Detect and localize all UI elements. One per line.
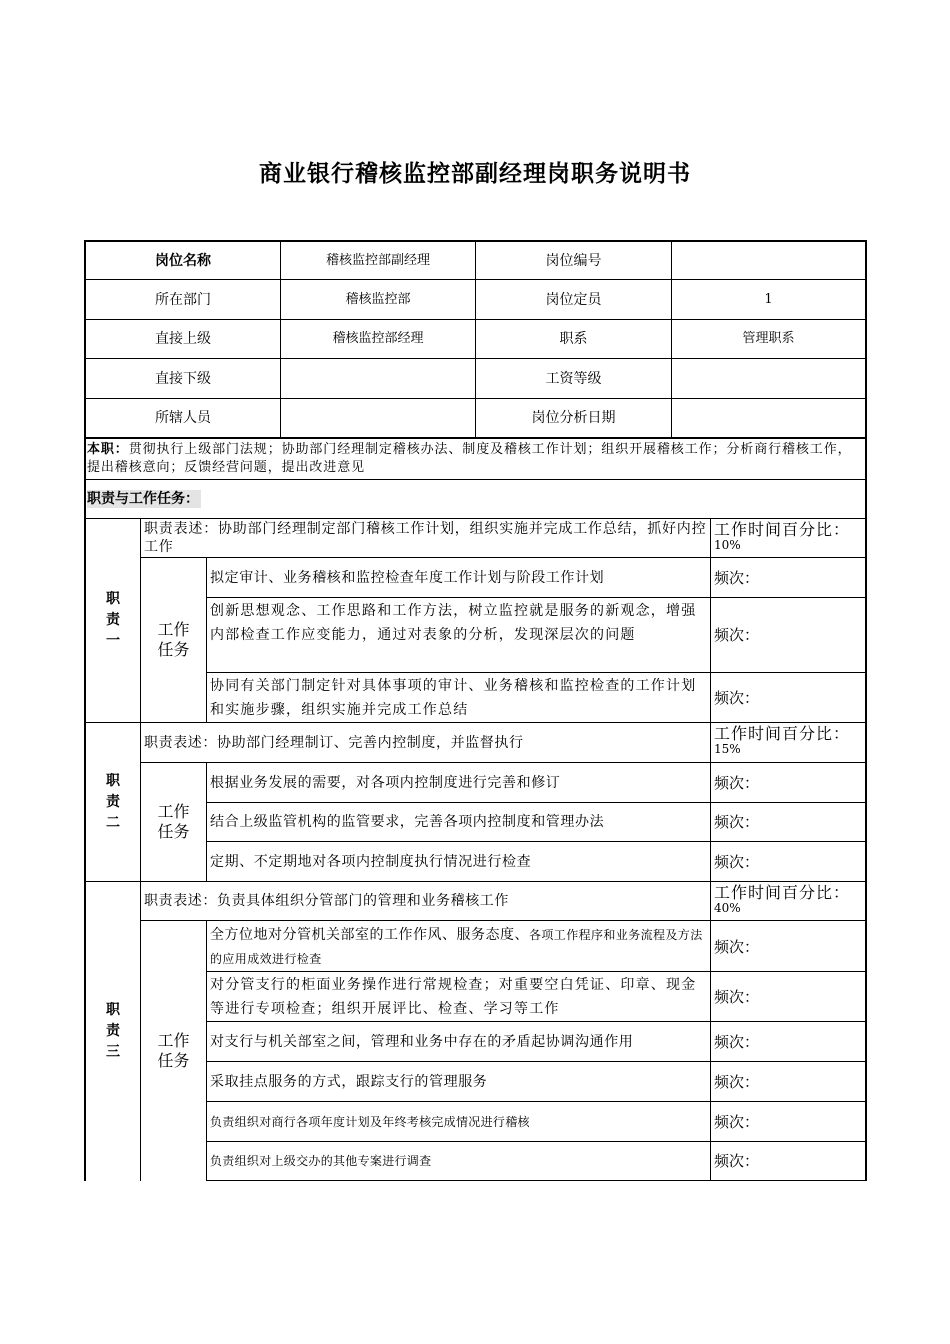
label-staff: 所辖人员 xyxy=(155,410,211,426)
task-text: 协同有关部门制定针对具体事项的审计、业务稽核和监控检查的工作计划和实施步骤，组织实施并完成工作总结 xyxy=(210,678,697,718)
time-percent-label: 工作时间百分比： xyxy=(714,724,851,743)
label-salary-grade: 工资等级 xyxy=(545,370,602,387)
time-percent-value: 10% xyxy=(714,538,741,552)
label-direct-superior: 直接上级 xyxy=(155,331,211,347)
duty-1-time-percent xyxy=(711,519,865,557)
duty-label-char: 责 xyxy=(106,1023,120,1039)
job-summary xyxy=(86,440,865,479)
label-headcount: 岗位定员 xyxy=(545,291,602,308)
task-text: 对分管支行的柜面业务操作进行常规检查；对重要空白凭证、印章、现金等进行专项检查；组织开展评比、检查、学习等工作 xyxy=(210,977,697,1017)
duty-3-label xyxy=(86,882,140,1181)
duty-label-char: 责 xyxy=(106,793,120,810)
task-frequency: 频次： xyxy=(714,937,760,956)
value-staff xyxy=(281,399,475,437)
duty-1-label xyxy=(86,519,140,722)
task-text: 定期、不定期地对各项内控制度执行情况进行检查 xyxy=(210,853,532,870)
label-position-name: 岗位名称 xyxy=(155,252,211,269)
duty-3-task-label xyxy=(141,921,206,1181)
task-frequency: 频次： xyxy=(714,852,760,871)
value-analysis-date xyxy=(672,399,865,437)
duty-2-description: 职责表述：协助部门经理制订、完善内控制度，并监督执行 xyxy=(144,734,524,751)
value-direct-superior: 稽核监控部经理 xyxy=(332,331,424,346)
task-frequency: 频次： xyxy=(714,1152,760,1170)
duty-label-char: 职 xyxy=(106,772,120,789)
task-text-part: 全方位地对分管机关部室的工作作风、服务态度、 xyxy=(210,927,529,943)
duty-label-char: 责 xyxy=(106,612,120,628)
time-percent-value: 15% xyxy=(714,742,741,756)
task-label-line: 任务 xyxy=(157,822,190,841)
task-text: 结合上级监管机构的监管要求，完善各项内控制度和管理办法 xyxy=(210,814,605,830)
border-right xyxy=(865,240,867,1181)
value-direct-subordinate xyxy=(281,359,475,398)
task-text: 拟定审计、业务稽核和监控检查年度工作计划与阶段工作计划 xyxy=(210,569,605,586)
duty-label-char: 一 xyxy=(106,633,120,649)
task-text: 负责组织对上级交办的其他专案进行调查 xyxy=(210,1154,432,1168)
duty-1-description: 职责表述：协助部门经理制定部门稽核工作计划，组织实施并完成工作总结，抓好内控工作 xyxy=(144,521,707,555)
value-position-name: 稽核监控部副经理 xyxy=(325,252,430,268)
time-percent-value: 40% xyxy=(714,901,741,915)
label-analysis-date: 岗位分析日期 xyxy=(531,410,616,426)
label-position-code: 岗位编号 xyxy=(545,252,602,269)
time-percent-label: 工作时间百分比： xyxy=(714,520,851,539)
rule xyxy=(140,920,867,921)
task-text: 采取挂点服务的方式，跟踪支行的管理服务 xyxy=(210,1073,488,1090)
duty-3-time-percent xyxy=(711,882,865,920)
task-text xyxy=(207,922,710,971)
duty-1-task-label xyxy=(141,558,206,722)
task-label-line: 工作 xyxy=(157,1031,190,1050)
job-description-table xyxy=(84,240,867,1181)
task-frequency: 频次： xyxy=(714,568,760,587)
section-title-text: 职责与工作任务： xyxy=(87,491,199,507)
task-label-line: 工作 xyxy=(157,802,190,821)
task-frequency: 频次： xyxy=(714,1032,760,1051)
duty-label-char: 二 xyxy=(106,814,120,831)
task-frequency: 频次： xyxy=(714,987,760,1006)
duty-3-description: 职责表述：负责具体组织分管部门的管理和业务稽核工作 xyxy=(144,893,509,909)
duty-2-task-label xyxy=(141,763,206,881)
task-label-line: 任务 xyxy=(157,640,190,659)
task-text: 负责组织对商行各项年度计划及年终考核完成情况进行稽核 xyxy=(210,1114,530,1129)
task-frequency: 频次： xyxy=(714,1072,760,1091)
section-title xyxy=(86,480,865,518)
value-headcount: 1 xyxy=(764,291,773,307)
task-text: 对支行与机关部室之间，管理和业务中存在的矛盾起协调沟通作用 xyxy=(210,1033,634,1050)
value-job-family: 管理职系 xyxy=(742,331,795,346)
task-label-line: 任务 xyxy=(157,1051,190,1070)
duty-label-char: 职 xyxy=(106,591,120,607)
duty-2-label xyxy=(86,723,140,881)
value-department: 稽核监控部 xyxy=(345,291,411,307)
job-summary-text: 贯彻执行上级部门法规；协助部门经理制定稽核办法、制度及稽核工作计划；组织开展稽核工作；分析商行稽核工作，提出稽核意向；反馈经营问题，提出改进意见 xyxy=(87,442,852,475)
job-summary-label: 本职： xyxy=(87,442,129,457)
task-frequency: 频次： xyxy=(714,773,760,792)
label-direct-subordinate: 直接下级 xyxy=(155,370,211,387)
task-frequency: 频次： xyxy=(714,1112,760,1131)
task-text: 创新思想观念、工作思路和工作方法，树立监控就是服务的新观念，增强内部检查工作应变能力，通过对表象的分析，发现深层次的问题 xyxy=(210,603,697,643)
rule xyxy=(206,1180,867,1181)
duty-label-char: 三 xyxy=(106,1044,120,1060)
value-salary-grade xyxy=(672,359,865,398)
page-title: 商业银行稽核监控部副经理岗职务说明书 xyxy=(259,161,691,187)
label-job-family: 职系 xyxy=(559,331,588,347)
task-text-part: 各项工作程序和业务流程及方法的应用成效进行检查 xyxy=(210,928,703,966)
value-position-code xyxy=(672,242,865,279)
label-department: 所在部门 xyxy=(155,291,211,308)
time-percent-label: 工作时间百分比： xyxy=(714,883,851,902)
task-label-line: 工作 xyxy=(157,620,190,639)
task-text: 根据业务发展的需要，对各项内控制度进行完善和修订 xyxy=(210,774,561,791)
task-frequency: 频次： xyxy=(714,813,760,831)
task-frequency: 频次： xyxy=(714,688,760,707)
duty-label-char: 职 xyxy=(106,1002,120,1018)
duty-2-time-percent xyxy=(711,723,865,762)
task-frequency: 频次： xyxy=(714,626,760,644)
